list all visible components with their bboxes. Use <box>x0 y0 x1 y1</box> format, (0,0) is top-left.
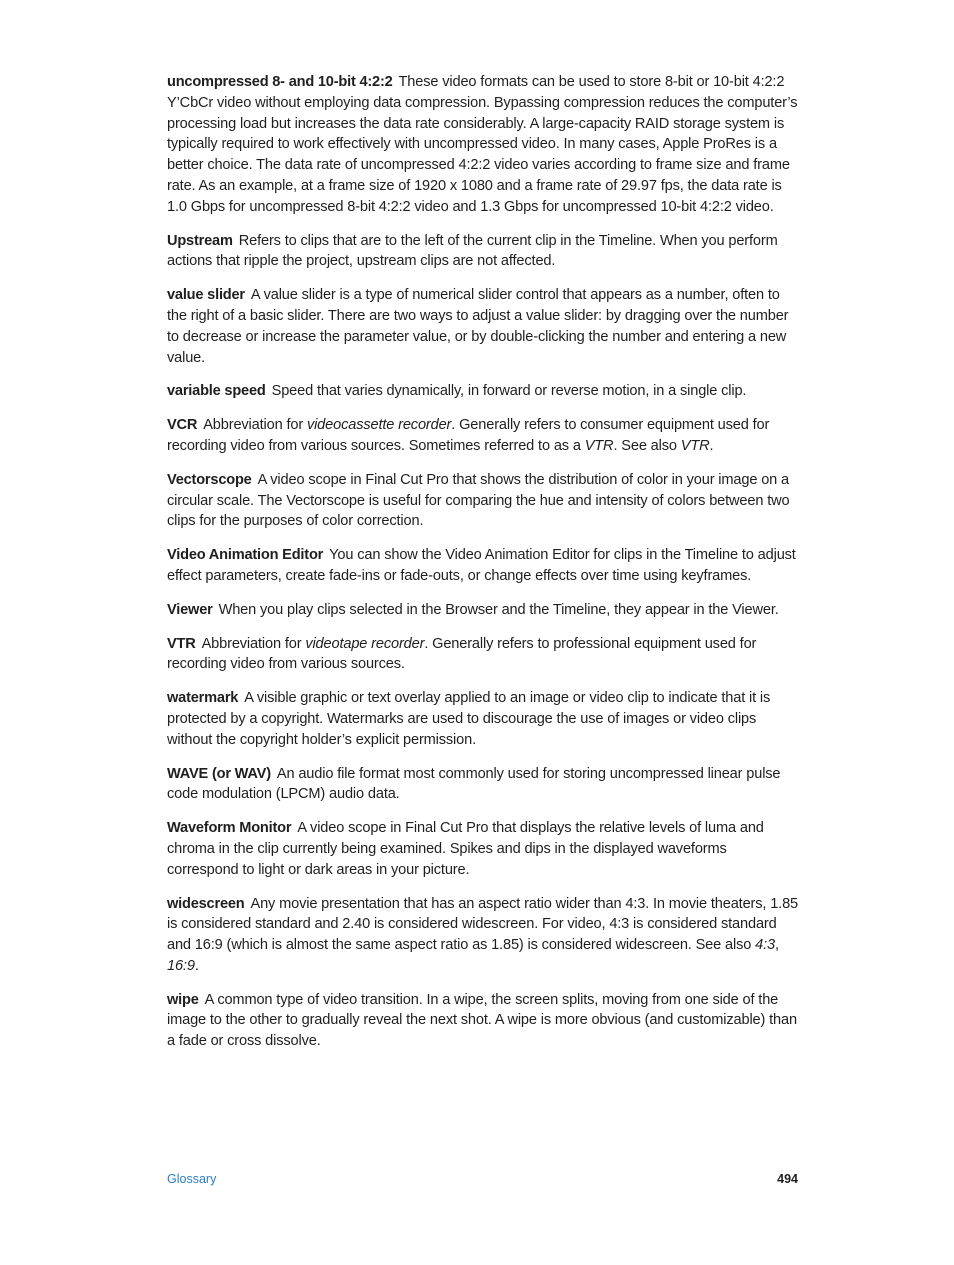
glossary-term: wipe <box>167 991 199 1008</box>
glossary-term: uncompressed 8- and 10-bit 4:2:2 <box>167 74 393 90</box>
glossary-entry <box>167 634 801 676</box>
glossary-entry <box>167 894 801 977</box>
definition-text: Abbreviation for <box>201 635 306 652</box>
glossary-term: Video Animation Editor <box>167 547 324 564</box>
glossary-entry <box>167 470 801 532</box>
glossary-entry <box>167 231 801 273</box>
glossary-term: widescreen <box>167 895 245 912</box>
definition-emphasis: VTR <box>584 437 614 454</box>
glossary-term: watermark <box>167 690 239 707</box>
definition-text: A video scope in Final Cut Pro that displays the relative levels of luma and chroma in the clip currently being examined. Spikes and dips in the displayed waveforms correspond to light or dark areas in your picture. <box>167 820 764 878</box>
definition-emphasis: 4:3 <box>755 937 775 954</box>
glossary-entry <box>167 818 801 880</box>
glossary-term: value slider <box>167 287 245 304</box>
glossary-term: Vectorscope <box>167 471 252 488</box>
glossary-entry <box>167 990 801 1052</box>
definition-text: Speed that varies dynamically, in forward or reverse motion, in a single clip. <box>271 383 747 400</box>
glossary-term: VCR <box>167 417 198 434</box>
definition-text: An audio file format most commonly used for storing uncompressed linear pulse code modulation (LPCM) audio data. <box>167 765 781 803</box>
glossary-entry <box>167 72 801 218</box>
definition-text: A visible graphic or text overlay applied to an image or video clip to indicate that it is protected by a copyright. Watermarks are used to discourage the use of images or video clips without the copyright holder’s explicit permission. <box>167 690 771 748</box>
glossary-entry <box>167 764 801 806</box>
glossary-entry <box>167 600 801 621</box>
page-number: 494 <box>777 1172 798 1186</box>
definition-text: . See also <box>613 437 681 454</box>
glossary-entry <box>167 381 801 402</box>
definition-text: A value slider is a type of numerical slider control that appears as a number, often to the right of a basic slider. There are two ways to adjust a value slider: by dragging over the number to decrease or increase the parameter value, or by double-clicking the number and entering a new value. <box>167 287 789 366</box>
definition-text: . Generally refers to professional equipment used for recording video from various sources. <box>167 635 757 673</box>
definition-text: You can show the Video Animation Editor for clips in the Timeline to adjust effect parameters, create fade-ins or fade-outs, or change effects over time using keyframes. <box>167 547 796 584</box>
glossary-entry <box>167 688 801 750</box>
glossary-term: Upstream <box>167 232 233 249</box>
definition-text: Abbreviation for <box>203 417 307 434</box>
glossary-entry <box>167 415 801 457</box>
glossary-term: Viewer <box>167 601 213 618</box>
glossary-term: WAVE (or WAV) <box>167 765 271 782</box>
glossary-term: VTR <box>167 635 196 652</box>
definition-emphasis: videotape recorder <box>305 635 425 652</box>
definition-emphasis: videocassette recorder <box>306 417 452 434</box>
definition-text: When you play clips selected in the Browser and the Timeline, they appear in the Viewer. <box>218 601 779 618</box>
glossary-term: Waveform Monitor <box>167 820 292 837</box>
definition-text: . <box>709 437 714 454</box>
definition-text: . <box>194 957 199 974</box>
footer-section-link[interactable]: Glossary <box>167 1172 217 1186</box>
glossary-term: variable speed <box>167 383 266 400</box>
definition-text: A video scope in Final Cut Pro that shows the distribution of color in your image on a circular scale. The Vectorscope is useful for comparing the hue and intensity of colors between two clips for the purposes of color correction. <box>167 471 790 530</box>
glossary-content <box>167 72 801 1065</box>
definition-text: , <box>774 937 779 954</box>
glossary-entry <box>167 545 801 587</box>
definition-text: A common type of video transition. In a wipe, the screen splits, moving from one side of the image to the other to gradually reveal the next shot. A wipe is more obvious (and customizable) than a fade or cross dissolve. <box>167 991 797 1050</box>
definition-text: Refers to clips that are to the left of the current clip in the Timeline. When you perform actions that ripple the project, upstream clips are not affected. <box>167 232 778 270</box>
definition-text: . Generally refers to consumer equipment used for recording video from various sources. Sometimes referred to as a <box>167 417 770 454</box>
definition-emphasis: VTR <box>680 437 710 454</box>
glossary-entry <box>167 285 801 368</box>
definition-text: These video formats can be used to store 8-bit or 10-bit 4:2:2 Y’CbCr video without employing data compression. Bypassing compression reduces the computer’s processing load but increases the data rate considerably. A large-capacity RAID storage system is typically required to work effectively with uncompressed video. In many cases, Apple ProRes is a better choice. The data rate of uncompressed 4:2:2 video varies according to frame size and frame rate. As an example, at a frame size of 1920 x 1080 and a frame rate of 29.97 fps, the data rate is 1.0 Gbps for uncompressed 8-bit 4:2:2 video and 1.3 Gbps for uncompressed 10-bit 4:2:2 video. <box>167 74 798 215</box>
definition-text: Any movie presentation that has an aspect ratio wider than 4:3. In movie theaters, 1.85 is considered standard and 2.40 is considered widescreen. For video, 4:3 is considered standard and 16:9 (which is almost the same aspect ratio as 1.85) is considered widescreen. See also <box>167 895 799 954</box>
definition-emphasis: 16:9 <box>167 957 195 974</box>
